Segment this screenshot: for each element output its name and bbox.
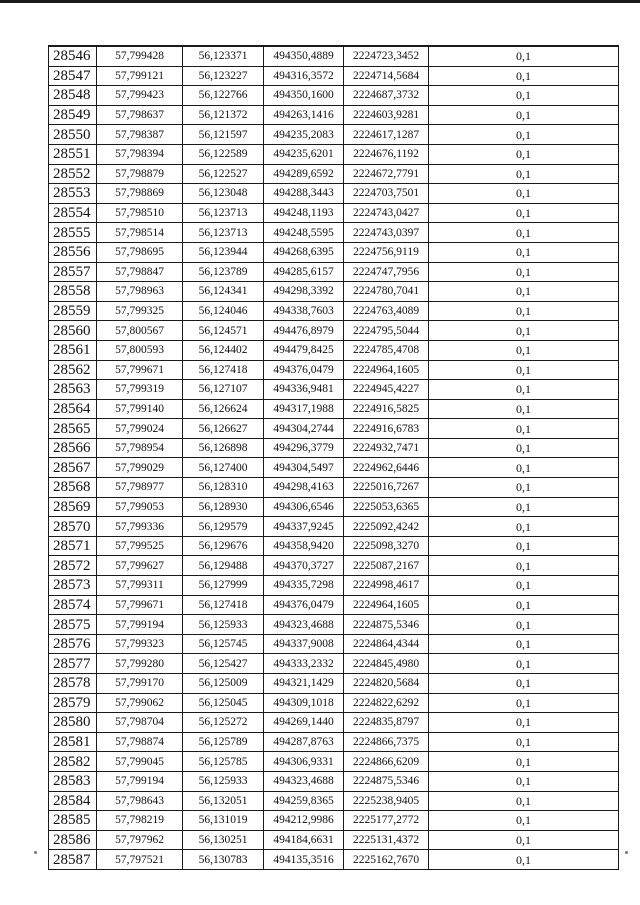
point-id-cell: 28586 <box>49 830 97 850</box>
latitude-cell: 57,799029 <box>97 458 183 478</box>
latitude-cell: 57,799024 <box>97 419 183 439</box>
table-row <box>49 478 619 498</box>
point-id-cell: 28574 <box>49 595 97 615</box>
coord-y-cell: 2224603,9281 <box>344 105 429 125</box>
coord-x-cell: 494135,3516 <box>264 850 344 870</box>
coord-y-cell: 2224743,0397 <box>344 223 429 243</box>
latitude-cell: 57,799062 <box>97 693 183 713</box>
coord-x-cell: 494248,1193 <box>264 203 344 223</box>
accuracy-cell: 0,1 <box>429 497 619 517</box>
coord-y-cell: 2224795,5044 <box>344 321 429 341</box>
accuracy-cell: 0,1 <box>429 478 619 498</box>
coordinates-table <box>48 45 619 870</box>
accuracy-cell: 0,1 <box>429 438 619 458</box>
coord-y-cell: 2224866,6209 <box>344 752 429 772</box>
scan-speck <box>34 851 37 854</box>
accuracy-cell: 0,1 <box>429 713 619 733</box>
accuracy-cell: 0,1 <box>429 184 619 204</box>
accuracy-cell: 0,1 <box>429 262 619 282</box>
accuracy-cell: 0,1 <box>429 105 619 125</box>
latitude-cell: 57,799325 <box>97 301 183 321</box>
table-row <box>49 595 619 615</box>
longitude-cell: 56,123227 <box>183 66 264 86</box>
point-id-cell: 28584 <box>49 791 97 811</box>
table-row <box>49 164 619 184</box>
latitude-cell: 57,799053 <box>97 497 183 517</box>
latitude-cell: 57,798643 <box>97 791 183 811</box>
coord-y-cell: 2225098,3270 <box>344 536 429 556</box>
coord-y-cell: 2224756,9119 <box>344 242 429 262</box>
table-row <box>49 615 619 635</box>
table-row <box>49 282 619 302</box>
coord-x-cell: 494285,6157 <box>264 262 344 282</box>
coord-x-cell: 494212,9986 <box>264 811 344 831</box>
longitude-cell: 56,123371 <box>183 46 264 66</box>
point-id-cell: 28549 <box>49 105 97 125</box>
latitude-cell: 57,799336 <box>97 517 183 537</box>
coord-y-cell: 2224835,8797 <box>344 713 429 733</box>
coord-x-cell: 494269,1440 <box>264 713 344 733</box>
longitude-cell: 56,127418 <box>183 595 264 615</box>
coord-x-cell: 494476,8979 <box>264 321 344 341</box>
coord-y-cell: 2225177,2772 <box>344 811 429 831</box>
point-id-cell: 28569 <box>49 497 97 517</box>
table-row <box>49 791 619 811</box>
table-row <box>49 811 619 831</box>
point-id-cell: 28547 <box>49 66 97 86</box>
table-row <box>49 321 619 341</box>
longitude-cell: 56,121372 <box>183 105 264 125</box>
table-row <box>49 144 619 164</box>
point-id-cell: 28570 <box>49 517 97 537</box>
longitude-cell: 56,126624 <box>183 399 264 419</box>
table-row <box>49 732 619 752</box>
coord-x-cell: 494298,4163 <box>264 478 344 498</box>
longitude-cell: 56,124571 <box>183 321 264 341</box>
table-row <box>49 438 619 458</box>
point-id-cell: 28562 <box>49 360 97 380</box>
accuracy-cell: 0,1 <box>429 830 619 850</box>
table-row <box>49 674 619 694</box>
longitude-cell: 56,123789 <box>183 262 264 282</box>
point-id-cell: 28587 <box>49 850 97 870</box>
latitude-cell: 57,798394 <box>97 144 183 164</box>
point-id-cell: 28555 <box>49 223 97 243</box>
coord-x-cell: 494304,2744 <box>264 419 344 439</box>
latitude-cell: 57,798874 <box>97 732 183 752</box>
table-row <box>49 850 619 870</box>
coord-y-cell: 2224866,7375 <box>344 732 429 752</box>
latitude-cell: 57,798963 <box>97 282 183 302</box>
latitude-cell: 57,798637 <box>97 105 183 125</box>
point-id-cell: 28565 <box>49 419 97 439</box>
coord-x-cell: 494235,6201 <box>264 144 344 164</box>
coord-y-cell: 2225053,6365 <box>344 497 429 517</box>
latitude-cell: 57,799194 <box>97 615 183 635</box>
accuracy-cell: 0,1 <box>429 556 619 576</box>
coord-y-cell: 2224743,0427 <box>344 203 429 223</box>
table-row <box>49 105 619 125</box>
coord-x-cell: 494235,2083 <box>264 125 344 145</box>
longitude-cell: 56,125009 <box>183 674 264 694</box>
coord-x-cell: 494376,0479 <box>264 360 344 380</box>
point-id-cell: 28553 <box>49 184 97 204</box>
latitude-cell: 57,799121 <box>97 66 183 86</box>
latitude-cell: 57,798510 <box>97 203 183 223</box>
coord-y-cell: 2224875,5346 <box>344 771 429 791</box>
coord-x-cell: 494304,5497 <box>264 458 344 478</box>
latitude-cell: 57,798387 <box>97 125 183 145</box>
accuracy-cell: 0,1 <box>429 242 619 262</box>
longitude-cell: 56,121597 <box>183 125 264 145</box>
coord-y-cell: 2225238,9405 <box>344 791 429 811</box>
table-row <box>49 203 619 223</box>
coord-x-cell: 494350,1600 <box>264 86 344 106</box>
longitude-cell: 56,127107 <box>183 380 264 400</box>
coord-y-cell: 2224964,1605 <box>344 360 429 380</box>
latitude-cell: 57,798219 <box>97 811 183 831</box>
coord-y-cell: 2224864,4344 <box>344 634 429 654</box>
point-id-cell: 28554 <box>49 203 97 223</box>
coord-y-cell: 2224703,7501 <box>344 184 429 204</box>
table-row <box>49 497 619 517</box>
longitude-cell: 56,122589 <box>183 144 264 164</box>
coord-y-cell: 2224747,7956 <box>344 262 429 282</box>
longitude-cell: 56,125933 <box>183 615 264 635</box>
point-id-cell: 28582 <box>49 752 97 772</box>
accuracy-cell: 0,1 <box>429 360 619 380</box>
coord-y-cell: 2224820,5684 <box>344 674 429 694</box>
point-id-cell: 28560 <box>49 321 97 341</box>
longitude-cell: 56,127418 <box>183 360 264 380</box>
coord-y-cell: 2224785,4708 <box>344 340 429 360</box>
longitude-cell: 56,123713 <box>183 203 264 223</box>
longitude-cell: 56,128930 <box>183 497 264 517</box>
longitude-cell: 56,124341 <box>183 282 264 302</box>
coord-y-cell: 2225131,4372 <box>344 830 429 850</box>
coord-y-cell: 2224916,6783 <box>344 419 429 439</box>
table-row <box>49 86 619 106</box>
point-id-cell: 28557 <box>49 262 97 282</box>
coord-y-cell: 2224932,7471 <box>344 438 429 458</box>
point-id-cell: 28571 <box>49 536 97 556</box>
coord-y-cell: 2224617,1287 <box>344 125 429 145</box>
latitude-cell: 57,799194 <box>97 771 183 791</box>
point-id-cell: 28561 <box>49 340 97 360</box>
longitude-cell: 56,125933 <box>183 771 264 791</box>
latitude-cell: 57,798977 <box>97 478 183 498</box>
point-id-cell: 28548 <box>49 86 97 106</box>
point-id-cell: 28551 <box>49 144 97 164</box>
coord-y-cell: 2224845,4980 <box>344 654 429 674</box>
latitude-cell: 57,800567 <box>97 321 183 341</box>
longitude-cell: 56,130251 <box>183 830 264 850</box>
point-id-cell: 28550 <box>49 125 97 145</box>
latitude-cell: 57,799311 <box>97 576 183 596</box>
latitude-cell: 57,800593 <box>97 340 183 360</box>
accuracy-cell: 0,1 <box>429 732 619 752</box>
coord-x-cell: 494306,6546 <box>264 497 344 517</box>
accuracy-cell: 0,1 <box>429 595 619 615</box>
latitude-cell: 57,798847 <box>97 262 183 282</box>
coord-x-cell: 494350,4889 <box>264 46 344 66</box>
point-id-cell: 28585 <box>49 811 97 831</box>
table-row <box>49 360 619 380</box>
longitude-cell: 56,125789 <box>183 732 264 752</box>
accuracy-cell: 0,1 <box>429 380 619 400</box>
longitude-cell: 56,125272 <box>183 713 264 733</box>
latitude-cell: 57,799525 <box>97 536 183 556</box>
coord-x-cell: 494296,3779 <box>264 438 344 458</box>
longitude-cell: 56,132051 <box>183 791 264 811</box>
latitude-cell: 57,798879 <box>97 164 183 184</box>
accuracy-cell: 0,1 <box>429 46 619 66</box>
latitude-cell: 57,797962 <box>97 830 183 850</box>
point-id-cell: 28579 <box>49 693 97 713</box>
longitude-cell: 56,128310 <box>183 478 264 498</box>
point-id-cell: 28564 <box>49 399 97 419</box>
longitude-cell: 56,125745 <box>183 634 264 654</box>
longitude-cell: 56,127400 <box>183 458 264 478</box>
coord-x-cell: 494289,6592 <box>264 164 344 184</box>
table-row <box>49 654 619 674</box>
coord-y-cell: 2225092,4242 <box>344 517 429 537</box>
table-row <box>49 125 619 145</box>
table-row <box>49 399 619 419</box>
accuracy-cell: 0,1 <box>429 693 619 713</box>
longitude-cell: 56,125045 <box>183 693 264 713</box>
table-row <box>49 693 619 713</box>
table-row <box>49 517 619 537</box>
point-id-cell: 28559 <box>49 301 97 321</box>
table-row <box>49 419 619 439</box>
coord-x-cell: 494316,3572 <box>264 66 344 86</box>
accuracy-cell: 0,1 <box>429 223 619 243</box>
coord-y-cell: 2225016,7267 <box>344 478 429 498</box>
longitude-cell: 56,124046 <box>183 301 264 321</box>
latitude-cell: 57,799323 <box>97 634 183 654</box>
accuracy-cell: 0,1 <box>429 850 619 870</box>
coord-x-cell: 494268,6395 <box>264 242 344 262</box>
accuracy-cell: 0,1 <box>429 164 619 184</box>
coord-x-cell: 494338,7603 <box>264 301 344 321</box>
coord-y-cell: 2224687,3732 <box>344 86 429 106</box>
longitude-cell: 56,122766 <box>183 86 264 106</box>
coord-y-cell: 2224672,7791 <box>344 164 429 184</box>
coord-y-cell: 2224822,6292 <box>344 693 429 713</box>
coord-x-cell: 494337,9245 <box>264 517 344 537</box>
coord-x-cell: 494309,1018 <box>264 693 344 713</box>
latitude-cell: 57,798954 <box>97 438 183 458</box>
latitude-cell: 57,798869 <box>97 184 183 204</box>
scan-top-edge <box>0 0 640 3</box>
coord-x-cell: 494184,6631 <box>264 830 344 850</box>
point-id-cell: 28568 <box>49 478 97 498</box>
accuracy-cell: 0,1 <box>429 66 619 86</box>
point-id-cell: 28572 <box>49 556 97 576</box>
coord-y-cell: 2224723,3452 <box>344 46 429 66</box>
point-id-cell: 28566 <box>49 438 97 458</box>
point-id-cell: 28577 <box>49 654 97 674</box>
coord-x-cell: 494479,8425 <box>264 340 344 360</box>
point-id-cell: 28580 <box>49 713 97 733</box>
latitude-cell: 57,799423 <box>97 86 183 106</box>
accuracy-cell: 0,1 <box>429 752 619 772</box>
table-row <box>49 556 619 576</box>
accuracy-cell: 0,1 <box>429 321 619 341</box>
table-row <box>49 262 619 282</box>
longitude-cell: 56,123944 <box>183 242 264 262</box>
longitude-cell: 56,125427 <box>183 654 264 674</box>
latitude-cell: 57,799045 <box>97 752 183 772</box>
scan-speck <box>625 851 628 854</box>
latitude-cell: 57,799319 <box>97 380 183 400</box>
latitude-cell: 57,797521 <box>97 850 183 870</box>
table-row <box>49 458 619 478</box>
point-id-cell: 28556 <box>49 242 97 262</box>
accuracy-cell: 0,1 <box>429 634 619 654</box>
point-id-cell: 28576 <box>49 634 97 654</box>
point-id-cell: 28578 <box>49 674 97 694</box>
accuracy-cell: 0,1 <box>429 125 619 145</box>
latitude-cell: 57,799627 <box>97 556 183 576</box>
point-id-cell: 28573 <box>49 576 97 596</box>
coord-x-cell: 494248,5595 <box>264 223 344 243</box>
coord-x-cell: 494370,3727 <box>264 556 344 576</box>
coord-x-cell: 494287,8763 <box>264 732 344 752</box>
longitude-cell: 56,126627 <box>183 419 264 439</box>
point-id-cell: 28567 <box>49 458 97 478</box>
latitude-cell: 57,799671 <box>97 595 183 615</box>
accuracy-cell: 0,1 <box>429 301 619 321</box>
coord-x-cell: 494298,3392 <box>264 282 344 302</box>
coord-y-cell: 2224676,1192 <box>344 144 429 164</box>
coord-y-cell: 2225162,7670 <box>344 850 429 870</box>
coord-y-cell: 2224998,4617 <box>344 576 429 596</box>
latitude-cell: 57,799140 <box>97 399 183 419</box>
coord-x-cell: 494358,9420 <box>264 536 344 556</box>
coord-y-cell: 2224945,4227 <box>344 380 429 400</box>
coord-y-cell: 2224875,5346 <box>344 615 429 635</box>
accuracy-cell: 0,1 <box>429 86 619 106</box>
coord-y-cell: 2224916,5825 <box>344 399 429 419</box>
accuracy-cell: 0,1 <box>429 458 619 478</box>
table-row <box>49 576 619 596</box>
coord-x-cell: 494306,9331 <box>264 752 344 772</box>
coord-y-cell: 2225087,2167 <box>344 556 429 576</box>
latitude-cell: 57,799671 <box>97 360 183 380</box>
coord-x-cell: 494336,9481 <box>264 380 344 400</box>
longitude-cell: 56,123048 <box>183 184 264 204</box>
coordinates-table-body <box>49 46 619 869</box>
accuracy-cell: 0,1 <box>429 399 619 419</box>
point-id-cell: 28558 <box>49 282 97 302</box>
coord-y-cell: 2224714,5684 <box>344 66 429 86</box>
table-row <box>49 340 619 360</box>
accuracy-cell: 0,1 <box>429 791 619 811</box>
table-row <box>49 301 619 321</box>
accuracy-cell: 0,1 <box>429 282 619 302</box>
point-id-cell: 28546 <box>49 46 97 66</box>
longitude-cell: 56,122527 <box>183 164 264 184</box>
longitude-cell: 56,127999 <box>183 576 264 596</box>
point-id-cell: 28583 <box>49 771 97 791</box>
coord-x-cell: 494321,1429 <box>264 674 344 694</box>
longitude-cell: 56,129676 <box>183 536 264 556</box>
accuracy-cell: 0,1 <box>429 340 619 360</box>
accuracy-cell: 0,1 <box>429 144 619 164</box>
latitude-cell: 57,799170 <box>97 674 183 694</box>
table-row <box>49 830 619 850</box>
table-row <box>49 536 619 556</box>
coord-y-cell: 2224962,6446 <box>344 458 429 478</box>
coord-y-cell: 2224763,4089 <box>344 301 429 321</box>
table-row <box>49 771 619 791</box>
latitude-cell: 57,798695 <box>97 242 183 262</box>
table-row <box>49 184 619 204</box>
table-row <box>49 634 619 654</box>
coord-x-cell: 494288,3443 <box>264 184 344 204</box>
coord-x-cell: 494376,0479 <box>264 595 344 615</box>
table-row <box>49 223 619 243</box>
accuracy-cell: 0,1 <box>429 615 619 635</box>
longitude-cell: 56,126898 <box>183 438 264 458</box>
point-id-cell: 28552 <box>49 164 97 184</box>
latitude-cell: 57,799428 <box>97 46 183 66</box>
longitude-cell: 56,129579 <box>183 517 264 537</box>
latitude-cell: 57,799280 <box>97 654 183 674</box>
table-row <box>49 380 619 400</box>
coord-x-cell: 494323,4688 <box>264 771 344 791</box>
longitude-cell: 56,124402 <box>183 340 264 360</box>
coord-x-cell: 494335,7298 <box>264 576 344 596</box>
table-row <box>49 242 619 262</box>
accuracy-cell: 0,1 <box>429 811 619 831</box>
accuracy-cell: 0,1 <box>429 419 619 439</box>
latitude-cell: 57,798514 <box>97 223 183 243</box>
coord-x-cell: 494333,2332 <box>264 654 344 674</box>
accuracy-cell: 0,1 <box>429 771 619 791</box>
accuracy-cell: 0,1 <box>429 674 619 694</box>
table-row <box>49 713 619 733</box>
table-row <box>49 752 619 772</box>
accuracy-cell: 0,1 <box>429 536 619 556</box>
point-id-cell: 28563 <box>49 380 97 400</box>
coord-x-cell: 494259,8365 <box>264 791 344 811</box>
longitude-cell: 56,125785 <box>183 752 264 772</box>
longitude-cell: 56,131019 <box>183 811 264 831</box>
coord-x-cell: 494323,4688 <box>264 615 344 635</box>
coord-y-cell: 2224780,7041 <box>344 282 429 302</box>
coord-x-cell: 494263,1416 <box>264 105 344 125</box>
point-id-cell: 28575 <box>49 615 97 635</box>
longitude-cell: 56,129488 <box>183 556 264 576</box>
accuracy-cell: 0,1 <box>429 654 619 674</box>
coord-x-cell: 494317,1988 <box>264 399 344 419</box>
table-row <box>49 46 619 66</box>
longitude-cell: 56,123713 <box>183 223 264 243</box>
table-row <box>49 66 619 86</box>
coord-y-cell: 2224964,1605 <box>344 595 429 615</box>
accuracy-cell: 0,1 <box>429 203 619 223</box>
accuracy-cell: 0,1 <box>429 576 619 596</box>
point-id-cell: 28581 <box>49 732 97 752</box>
accuracy-cell: 0,1 <box>429 517 619 537</box>
longitude-cell: 56,130783 <box>183 850 264 870</box>
latitude-cell: 57,798704 <box>97 713 183 733</box>
coord-x-cell: 494337,9008 <box>264 634 344 654</box>
